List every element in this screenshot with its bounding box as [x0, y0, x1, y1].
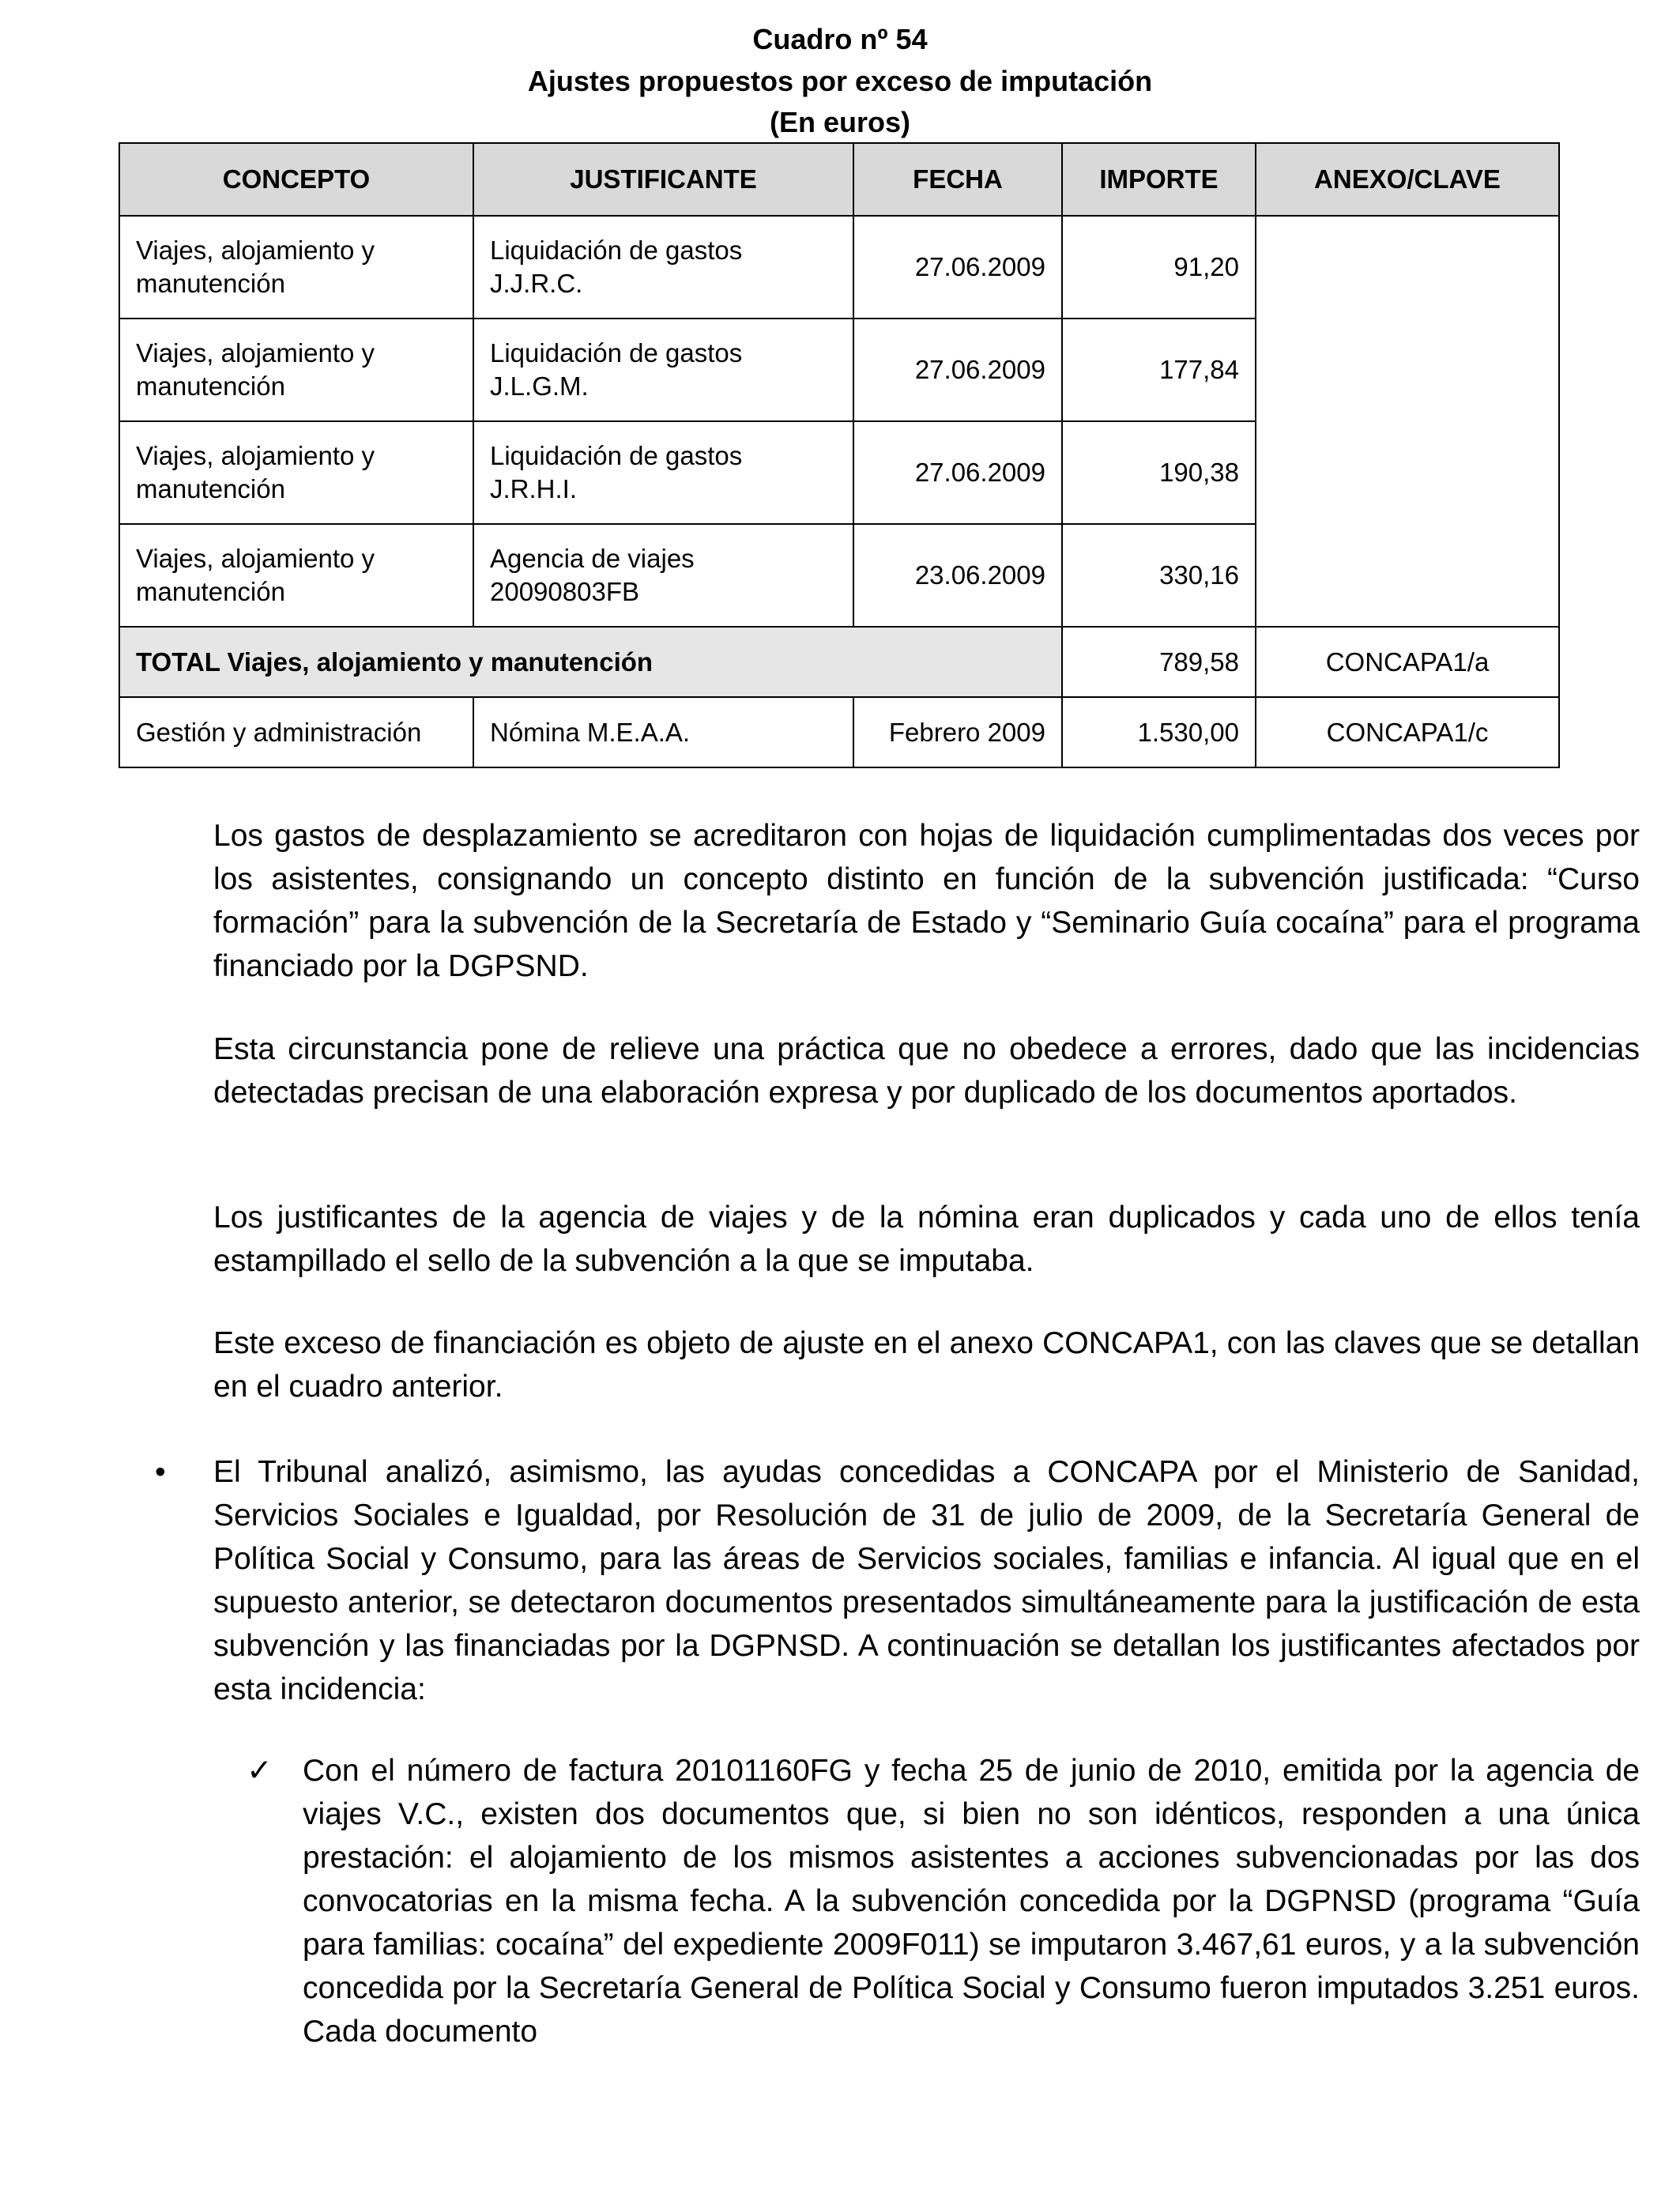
cell-anexo-merged	[1256, 216, 1559, 627]
cell-importe: 330,16	[1062, 524, 1256, 627]
table-caption-number: Cuadro nº 54	[752, 23, 928, 55]
total-label: TOTAL Viajes, alojamiento y manutención	[119, 627, 1062, 697]
header-justificante: JUSTIFICANTE	[473, 143, 853, 216]
header-concepto: CONCEPTO	[119, 143, 473, 216]
total-clave: CONCAPA1/a	[1256, 627, 1559, 697]
cell-importe: 190,38	[1062, 421, 1256, 524]
adjustments-table	[119, 142, 1560, 768]
bullet-paragraph: El Tribunal analizó, asimismo, las ayudas concedidas a CONCAPA por el Ministerio de Sanidad, Servicios Sociales e Igualdad, por Resolución de 31 de julio de 2009, de la Secretaría General de Política Social y Consumo, para las áreas de Servicios sociales, familias e infancia. Al igual que en el supuesto anterior, se detectaron documentos presentados simultáneamente para la justificación de esta subvención y las financiadas por la DGPNSD. A continuación se detallan los justificantes afectados por esta incidencia:	[213, 1455, 1640, 1706]
cell-justificante: Liquidación de gastos J.R.H.I.	[473, 421, 853, 524]
bullet-marker: •	[155, 1455, 166, 1489]
cell-justificante: Liquidación de gastos J.J.R.C.	[473, 216, 853, 319]
table-row	[119, 216, 1559, 319]
cell-justificante: Liquidación de gastos J.L.G.M.	[473, 319, 853, 421]
check-list-item: Con el número de factura 20101160FG y fecha 25 de junio de 2010, emitida por la agencia de viajes V.C., existen dos documentos que, si bien no son idénticos, responden a una única prestación: el alojamiento de los mismos asistentes a acciones subvencionadas por las dos convocatorias en la misma fecha. A la subvención concedida por la DGPNSD (programa “Guía para familias: cocaína” del expediente 2009F011) se imputaron 3.467,61 euros, y a la subvención concedida por la Secretaría General de Política Social y Consumo fueron imputados 3.251 euros. Cada documento	[303, 1754, 1640, 2049]
table-caption-units: (En euros)	[769, 106, 910, 138]
cell-fecha: 27.06.2009	[853, 421, 1062, 524]
cell-concepto: Viajes, alojamiento y manutención	[119, 319, 473, 421]
body-paragraph: Los gastos de desplazamiento se acreditaron con hojas de liquidación cumplimentadas dos veces por los asistentes, consignando un concepto distinto en función de la subvención justificada: “Curso formación” para la subvención de la Secretaría de Estado y “Seminario Guía cocaína” para el programa financiado por la DGPSND.	[213, 819, 1640, 983]
table-row	[119, 697, 1559, 767]
body-paragraph: Los justificantes de la agencia de viajes y de la nómina eran duplicados y cada uno de ellos tenía estampillado el sello de la subvención a la que se imputaba.	[213, 1201, 1640, 1278]
body-paragraph: Este exceso de financiación es objeto de ajuste en el anexo CONCAPA1, con las claves que se detallan en el cuadro anterior.	[213, 1326, 1640, 1404]
body-paragraph: Esta circunstancia pone de relieve una práctica que no obedece a errores, dado que las incidencias detectadas precisan de una elaboración expresa y por duplicado de los documentos aportados.	[213, 1032, 1640, 1110]
header-anexo-clave: ANEXO/CLAVE	[1256, 143, 1559, 216]
cell-anexo-clave: CONCAPA1/c	[1256, 697, 1559, 767]
total-importe: 789,58	[1062, 627, 1256, 697]
table-total-row	[119, 627, 1559, 697]
cell-fecha: 23.06.2009	[853, 524, 1062, 627]
checkmark-icon: ✓	[247, 1754, 273, 1788]
header-importe: IMPORTE	[1062, 143, 1256, 216]
cell-importe: 91,20	[1062, 216, 1256, 319]
table-header-row	[119, 143, 1559, 216]
cell-concepto: Viajes, alojamiento y manutención	[119, 216, 473, 319]
cell-justificante: Agencia de viajes 20090803FB	[473, 524, 853, 627]
cell-importe: 1.530,00	[1062, 697, 1256, 767]
cell-fecha: 27.06.2009	[853, 216, 1062, 319]
cell-fecha: 27.06.2009	[853, 319, 1062, 421]
cell-concepto: Viajes, alojamiento y manutención	[119, 421, 473, 524]
header-fecha: FECHA	[853, 143, 1062, 216]
table-caption-title: Ajustes propuestos por exceso de imputación	[527, 65, 1153, 97]
cell-justificante: Nómina M.E.A.A.	[473, 697, 853, 767]
cell-concepto: Gestión y administración	[119, 697, 473, 767]
cell-fecha: Febrero 2009	[853, 697, 1062, 767]
cell-concepto: Viajes, alojamiento y manutención	[119, 524, 473, 627]
cell-importe: 177,84	[1062, 319, 1256, 421]
